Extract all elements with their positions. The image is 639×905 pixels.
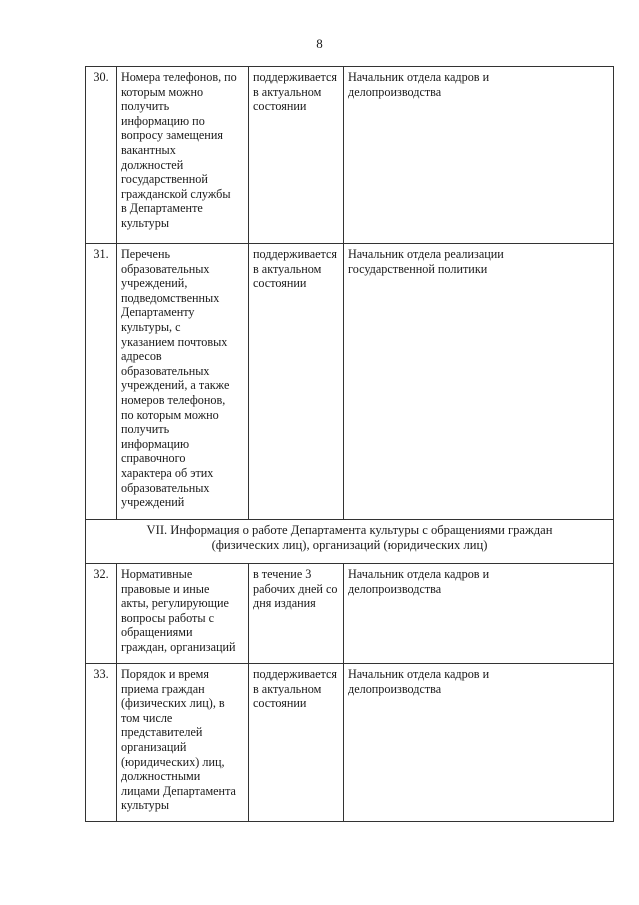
text-line: которым можно	[121, 84, 204, 99]
text-line: подведомственных	[121, 290, 220, 305]
responsible-cell	[344, 564, 614, 664]
text-line: по которым можно	[121, 407, 219, 422]
text-line: информацию	[121, 436, 190, 451]
text-line: приема граждан	[121, 681, 205, 696]
text-line: культуры	[121, 215, 170, 230]
text-line: (физических лиц), в	[121, 696, 225, 711]
text-line: адресов	[121, 349, 162, 364]
text-line: Начальник отдела реализации	[348, 247, 504, 261]
text-line: вопросу замещения	[121, 128, 223, 143]
responsible-cell	[344, 67, 614, 244]
text-line: Начальник отдела кадров и	[348, 70, 490, 84]
text-line: в Департаменте	[121, 201, 203, 216]
text-line: получить	[121, 99, 170, 114]
table-row	[86, 244, 614, 520]
text-line: вопросы работы с	[121, 610, 215, 625]
text-line: указанием почтовых	[121, 334, 228, 349]
text-line: учреждений	[121, 495, 185, 510]
text-line: образовательных	[121, 363, 210, 378]
text-line: состоянии	[253, 99, 307, 114]
section-heading-line: (физических лиц), организаций (юридических лиц)	[211, 538, 488, 552]
text-line: вакантных	[121, 142, 176, 157]
text-line: рабочих дней со	[253, 581, 338, 596]
text-line: учреждений,	[121, 276, 188, 291]
text-line: (юридических) лиц,	[121, 754, 225, 769]
text-line: учреждений, а также	[121, 378, 230, 393]
text-line: государственной	[121, 172, 208, 187]
page-number: 8	[316, 36, 323, 51]
text-line: должностей	[121, 157, 184, 172]
text-line: информацию по	[121, 113, 205, 128]
section-heading-row	[86, 520, 614, 564]
text-line: справочного	[121, 451, 186, 466]
text-line: граждан, организаций	[121, 639, 236, 654]
text-line: делопроизводства	[348, 581, 442, 596]
text-line: в течение 3	[253, 567, 312, 581]
text-line: в актуальном	[253, 681, 322, 696]
text-line: культуры	[121, 798, 170, 813]
table-row	[86, 67, 614, 244]
update-term-cell	[249, 664, 344, 822]
text-line: состоянии	[253, 276, 307, 291]
text-line: культуры, с	[121, 319, 181, 334]
text-line: Перечень	[121, 247, 171, 261]
text-line: государственной политики	[348, 261, 488, 276]
info-name-cell	[117, 67, 249, 244]
text-line: правовые и иные	[121, 581, 210, 596]
info-name-cell	[117, 664, 249, 822]
info-name-cell	[117, 244, 249, 520]
responsible-cell	[344, 244, 614, 520]
update-term-cell	[249, 244, 344, 520]
text-line: состоянии	[253, 696, 307, 711]
text-line: Номера телефонов, по	[121, 70, 237, 84]
text-line: дня издания	[253, 596, 316, 611]
section-heading-line: VII. Информация о работе Департамента культуры с обращениями граждан	[146, 523, 553, 537]
text-line: организаций	[121, 739, 187, 754]
text-line: в актуальном	[253, 261, 322, 276]
text-line: делопроизводства	[348, 84, 442, 99]
text-line: Нормативные	[121, 567, 193, 581]
table-row	[86, 564, 614, 664]
text-line: акты, регулирующие	[121, 596, 229, 611]
text-line: Начальник отдела кадров и	[348, 567, 490, 581]
text-line: гражданской службы	[121, 186, 231, 201]
text-line: получить	[121, 422, 170, 437]
row-number: 32.	[86, 564, 117, 664]
row-number: 30.	[86, 67, 117, 244]
text-line: лицами Департамента	[121, 783, 236, 798]
row-number: 33.	[86, 664, 117, 822]
info-name-cell	[117, 564, 249, 664]
text-line: том числе	[121, 710, 173, 725]
responsible-cell	[344, 664, 614, 822]
text-line: образовательных	[121, 261, 210, 276]
update-term-cell	[249, 67, 344, 244]
information-table	[85, 66, 614, 822]
table-row	[86, 664, 614, 822]
section-heading	[86, 520, 614, 564]
text-line: образовательных	[121, 480, 210, 495]
text-line: Департаменту	[121, 305, 195, 320]
text-line: должностными	[121, 769, 201, 784]
text-line: характера об этих	[121, 465, 214, 480]
text-line: поддерживается	[253, 667, 338, 681]
text-line: поддерживается	[253, 70, 338, 84]
text-line: в актуальном	[253, 84, 322, 99]
update-term-cell	[249, 564, 344, 664]
text-line: делопроизводства	[348, 681, 442, 696]
row-number: 31.	[86, 244, 117, 520]
text-line: номеров телефонов,	[121, 392, 226, 407]
text-line: Порядок и время	[121, 667, 210, 681]
text-line: обращениями	[121, 625, 193, 640]
text-line: представителей	[121, 725, 203, 740]
text-line: Начальник отдела кадров и	[348, 667, 490, 681]
text-line: поддерживается	[253, 247, 338, 261]
